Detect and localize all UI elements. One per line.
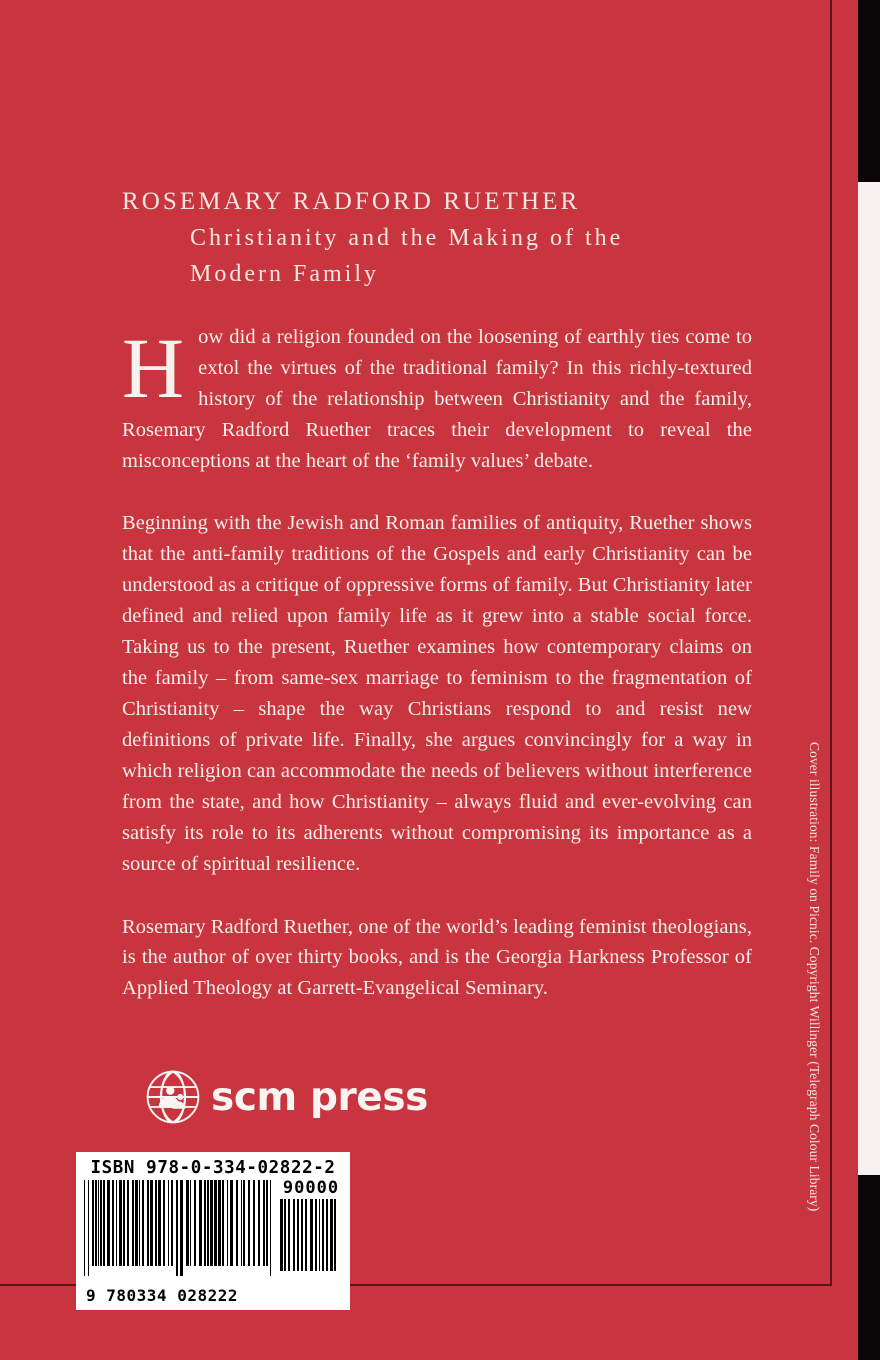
barcode-addon xyxy=(280,1180,342,1306)
isbn-barcode xyxy=(76,1152,350,1310)
barcode-bars-row xyxy=(84,1180,342,1306)
cover-edge-black-bottom xyxy=(858,1175,880,1360)
publisher-logo xyxy=(144,1068,428,1126)
blurb-main-paragraph: Beginning with the Jewish and Roman families of antiquity, Ruether shows that the anti-family traditions of the Gospels and early Christianity can be understood as a critique of oppressive forms of family. But Christianity later defined and relied upon family life as it grew into a stable social force. Taking us to the present, Ruether examines how contemporary claims on the family – from same-sex marriage to feminism to the fragmentation of Christianity – shape the way Christians respond to and resist new definitions of private life. Finally, she argues convincingly for a way in which religion can accommodate the needs of believers without interference from the state, and how Christianity – always fluid and ever-evolving can satisfy its role to its adherents without compromising its importance as a source of spiritual resilience. xyxy=(122,512,752,875)
author-name: ROSEMARY RADFORD RUETHER xyxy=(122,188,581,215)
cover-illustration-credit: Cover illustration: Family on Picnic. Copyright Willinger (Telegraph Colour Library) xyxy=(807,742,822,1212)
book-title-line-2: Modern Family xyxy=(190,261,379,288)
ean13-bars xyxy=(84,1180,270,1306)
ean13-digits: 9 780334 028222 xyxy=(86,1286,238,1305)
cover-text-column xyxy=(122,0,752,1004)
cover-edge-white xyxy=(858,182,880,1175)
publisher-name: scm press xyxy=(211,1074,428,1120)
isbn-number: ISBN 978-0-334-02822-2 xyxy=(90,1158,336,1178)
blurb-lead-paragraph: How did a religion founded on the loosening of earthly ties come to extol the virtues of the traditional family? In this richly-textured history of the relationship between Christianity and the family, Rosemary Radford Ruether traces their development to reveal the misconceptions at the heart of the ‘family values’ debate. xyxy=(122,320,752,473)
cover-edge-black-top xyxy=(858,0,880,182)
book-title-line-1: Christianity and the Making of the xyxy=(190,225,624,251)
globe-icon xyxy=(144,1068,202,1126)
author-bio-paragraph: Rosemary Radford Ruether, one of the world’s leading feminist theologians, is the author of over thirty books, and is the Georgia Harkness Professor of Applied Theology at Garrett-Evangelical Seminary. xyxy=(122,915,752,1000)
addon-bars xyxy=(280,1199,342,1306)
cover-edge-red xyxy=(846,0,858,1360)
addon-digits: 90000 xyxy=(282,1178,340,1198)
